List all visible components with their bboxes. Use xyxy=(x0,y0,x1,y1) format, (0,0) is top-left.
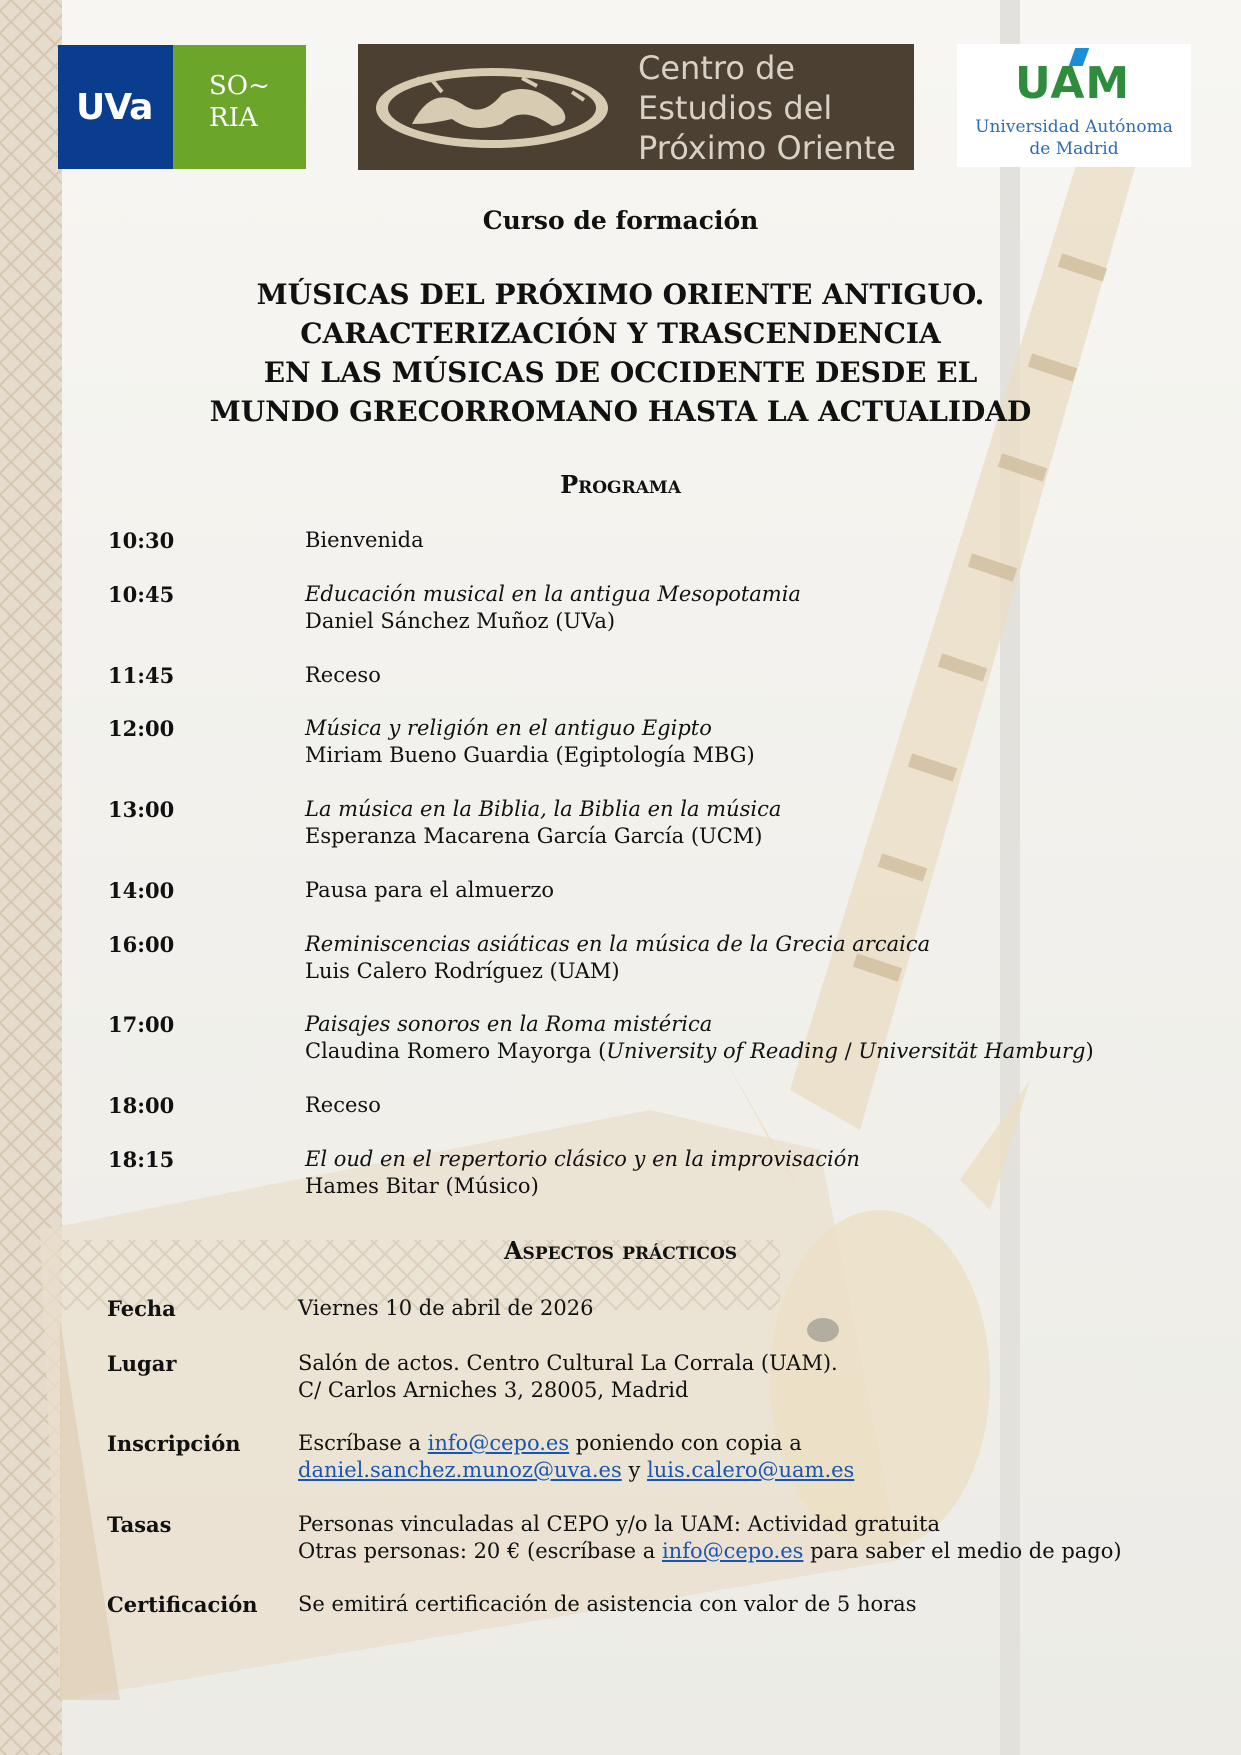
uva-soria-logo xyxy=(58,45,306,169)
title-line-3: EN LAS MÚSICAS DE OCCIDENTE DESDE EL xyxy=(263,356,978,389)
talk-title: Paisajes sonoros en la Roma mistérica xyxy=(305,1012,713,1036)
schedule-time: 10:45 xyxy=(108,582,175,607)
inscripcion-text: Escríbase a xyxy=(298,1431,428,1455)
title-line-4: MUNDO GRECORROMANO HASTA LA ACTUALIDAD xyxy=(209,395,1032,428)
talk-title: Educación musical en la antigua Mesopotamia xyxy=(305,582,801,606)
schedule-time: 13:00 xyxy=(108,797,175,822)
speaker-affiliation: University of Reading xyxy=(606,1039,838,1063)
aspectos-heading: Aspectos prácticos xyxy=(503,1236,738,1265)
schedule-item xyxy=(305,527,424,554)
lugar-line-2: C/ Carlos Arniches 3, 28005, Madrid xyxy=(298,1378,689,1402)
talk-speaker: Luis Calero Rodríguez (UAM) xyxy=(305,959,620,983)
schedule-title: Receso xyxy=(305,1093,381,1117)
speaker-affiliation: Universität Hamburg xyxy=(858,1039,1086,1063)
tasas-text: Otras personas: 20 € (escríbase a xyxy=(298,1539,662,1563)
uam-name-line-1: Universidad Autónoma xyxy=(975,117,1173,137)
speaker-name: Claudina Romero Mayorga ( xyxy=(305,1039,607,1063)
schedule-title: Receso xyxy=(305,663,381,687)
certificacion-value: Se emitirá certificación de asistencia con valor de 5 horas xyxy=(298,1592,917,1616)
schedule-title: Pausa para el almuerzo xyxy=(305,878,555,902)
schedule-time: 16:00 xyxy=(108,932,175,957)
inscripcion-text: poniendo con copia a xyxy=(569,1431,802,1455)
schedule-time: 18:15 xyxy=(108,1147,175,1172)
talk-title: Música y religión en el antiguo Egipto xyxy=(305,716,712,740)
closing-paren: ) xyxy=(1085,1039,1094,1063)
email-link-uam[interactable]: luis.calero@uam.es xyxy=(646,1458,855,1482)
title-line-1: MÚSICAS DEL PRÓXIMO ORIENTE ANTIGUO. xyxy=(256,278,985,311)
inscripcion-value xyxy=(298,1430,854,1484)
email-link-cepo-pago[interactable]: info@cepo.es xyxy=(661,1539,804,1563)
talk-speaker: Hames Bitar (Músico) xyxy=(305,1174,539,1198)
talk-speaker: Daniel Sánchez Muñoz (UVa) xyxy=(305,609,616,633)
schedule-item xyxy=(305,1011,1094,1065)
affiliation-separator: / xyxy=(837,1039,859,1063)
schedule-time: 12:00 xyxy=(108,716,175,741)
title-line-2: CARACTERIZACIÓN Y TRASCENDENCIA xyxy=(300,317,941,350)
schedule-item xyxy=(305,796,781,850)
talk-speaker: Miriam Bueno Guardia (Egiptología MBG) xyxy=(305,743,755,767)
tasas-line-1: Personas vinculadas al CEPO y/o la UAM: Actividad gratuita xyxy=(298,1512,940,1536)
schedule-item xyxy=(305,581,801,635)
programa-heading: Programa xyxy=(560,470,681,499)
fecha-value: Viernes 10 de abril de 2026 xyxy=(298,1296,594,1320)
tasas-value xyxy=(298,1511,1122,1565)
schedule-title: Bienvenida xyxy=(305,528,424,552)
uam-name-line-2: de Madrid xyxy=(1029,139,1119,159)
schedule-time: 18:00 xyxy=(108,1093,175,1118)
talk-title: Reminiscencias asiáticas en la música de la Grecia arcaica xyxy=(305,932,931,956)
soria-logo-line-1: SO~ xyxy=(209,71,270,101)
schedule-item xyxy=(305,662,381,689)
schedule-time: 10:30 xyxy=(108,528,175,553)
cepo-logo-line-3: Próximo Oriente xyxy=(638,129,896,167)
cepo-logo xyxy=(358,44,914,170)
schedule-time: 11:45 xyxy=(108,663,175,688)
talk-title: El oud en el repertorio clásico y en la improvisación xyxy=(305,1147,860,1171)
schedule-item xyxy=(305,715,755,769)
schedule-item xyxy=(305,1146,860,1200)
schedule-item xyxy=(305,931,930,985)
cepo-logo-line-1: Centro de xyxy=(638,49,796,87)
certificacion-label: Certificación xyxy=(107,1592,258,1617)
talk-speaker: Esperanza Macarena García García (UCM) xyxy=(305,824,763,848)
lugar-value xyxy=(298,1350,838,1404)
lugar-line-1: Salón de actos. Centro Cultural La Corrala (UAM). xyxy=(298,1351,838,1375)
schedule-item xyxy=(305,877,554,904)
fecha-label: Fecha xyxy=(107,1296,176,1321)
cepo-logo-line-2: Estudios del xyxy=(638,89,833,127)
soria-logo-line-2: RIA xyxy=(209,103,258,133)
email-link-uva[interactable]: daniel.sanchez.munoz@uva.es xyxy=(298,1458,622,1482)
tasas-text: para saber el medio de pago) xyxy=(803,1539,1122,1563)
uam-logo-mark: UAM xyxy=(1015,58,1131,109)
email-link-cepo[interactable]: info@cepo.es xyxy=(427,1431,570,1455)
lugar-label: Lugar xyxy=(107,1351,177,1376)
uva-logo-text: UVa xyxy=(76,87,153,128)
talk-speaker xyxy=(305,1038,1094,1065)
talk-title: La música en la Biblia, la Biblia en la música xyxy=(305,797,782,821)
conjunction-text: y xyxy=(621,1458,647,1482)
schedule-time: 14:00 xyxy=(108,878,175,903)
inscripcion-label: Inscripción xyxy=(107,1431,241,1456)
schedule-time: 17:00 xyxy=(108,1012,175,1037)
cylinder-seal-icon xyxy=(372,64,612,152)
tasas-label: Tasas xyxy=(107,1512,172,1537)
uam-logo xyxy=(957,44,1191,167)
schedule-item xyxy=(305,1092,381,1119)
course-title xyxy=(60,275,1181,431)
course-type: Curso de formación xyxy=(482,206,759,235)
